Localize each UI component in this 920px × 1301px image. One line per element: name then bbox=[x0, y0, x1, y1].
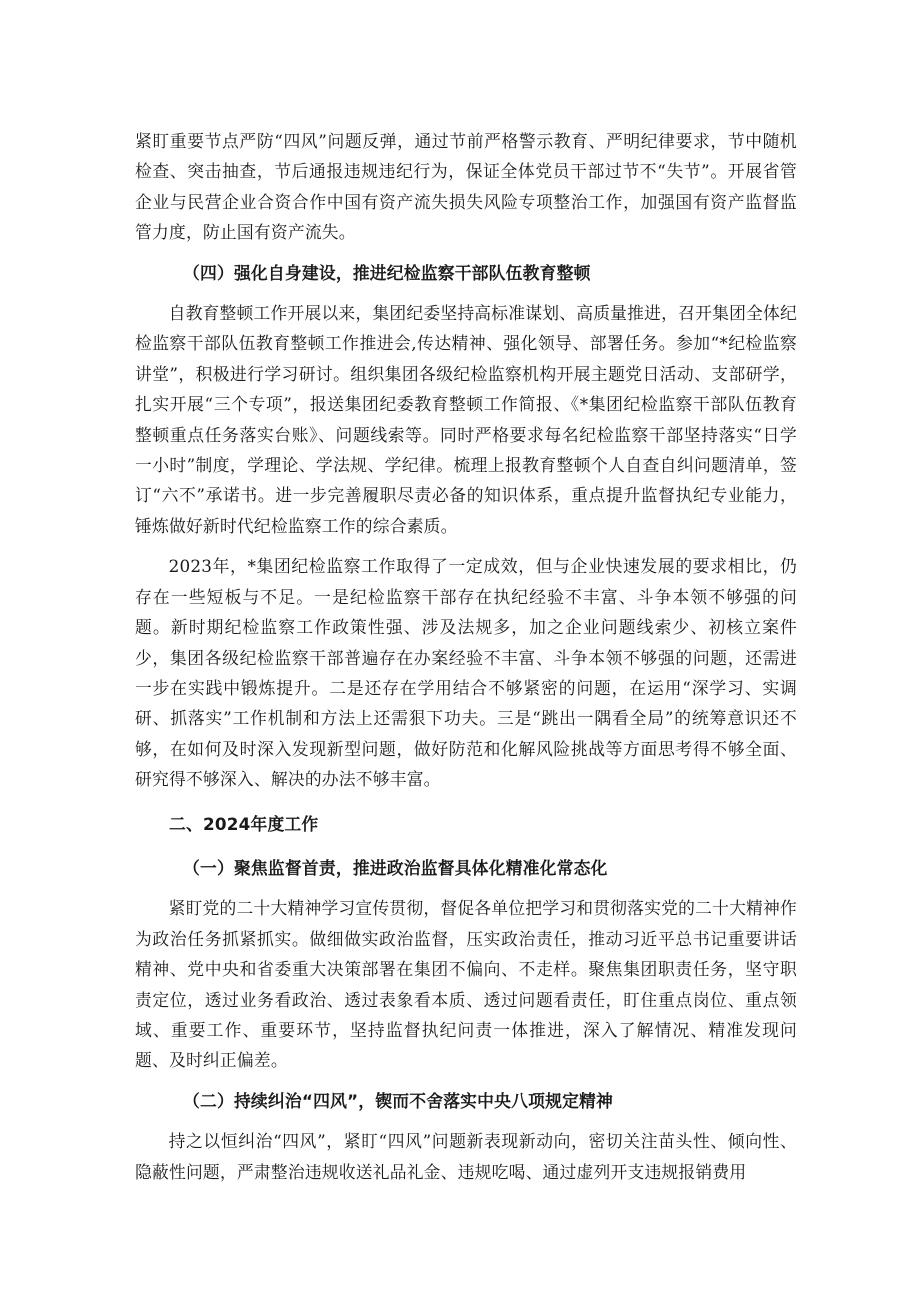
heading-political-supervision: （一）聚焦监督首责，推进政治监督具体化精准化常态化 bbox=[183, 857, 608, 878]
heading-four-styles: （二）持续纠治“四风”，锲而不舍落实中央八项规定精神 bbox=[183, 1090, 614, 1111]
paragraph-holiday-supervision: 紧盯重要节点严防“四风”问题反弹，通过节前严格警示教育、严明纪律要求，节中随机检查、突击抽查，节后通报违规违纪行为，保证全体党员干部过节不“失节”。开展省管企业与民营企业合资合作中国有资产流失损失风险专项整治工作，加强国有资产监督监管力度，防止国有资产流失。 bbox=[135, 131, 797, 243]
paragraph-political-supervision: 紧盯党的二十大精神学习宣传贯彻，督促各单位把学习和贯彻落实党的二十大精神作为政治任务抓紧抓实。做细做实政治监督，压实政治责任，推动习近平总书记重要讲话精神、党中央和省委重大决策部署在集团不偏向、不走样。聚焦集团职责任务，坚守职责定位，透过业务看政治、透过表象看本质、透过问题看责任，盯住重点岗位、重点领域、重要工作、重要环节，坚持监督执纪问责一体推进，深入了解情况、精准发现问题、及时纠正偏差。 bbox=[135, 898, 797, 1071]
paragraph-shortcomings-2023: 2023年，*集团纪检监察工作取得了一定成效，但与企业快速发展的要求相比，仍存在一些短板与不足。一是纪检监察干部存在执纪经验不丰富、斗争本领不够强的问题。新时期纪检监察工作政策性强、涉及法规多，加之企业问题线索少、初核立案件少，集团各级纪检监察干部普遍存在办案经验不丰富、斗争本领不够强的问题，还需进一步在实践中锻炼提升。二是还存在学用结合不够紧密的问题，在运用“深学习、实调研、抓落实”工作机制和方法上还需狠下功夫。三是“跳出一隅看全局”的统筹意识还不够，在如何及时深入发现新型问题，做好防范和化解风险挑战等方面思考得不够全面、研究得不够深入、解决的办法不够丰富。 bbox=[135, 556, 797, 790]
heading-self-building: （四）强化自身建设，推进纪检监察干部队伍教育整顿 bbox=[183, 262, 591, 283]
paragraph-education-rectification: 自教育整顿工作开展以来，集团纪委坚持高标准谋划、高质量推进，召开集团全体纪检监察干部队伍教育整顿工作推进会,传达精神、强化领导、部署任务。参加“*纪检监察讲堂”，积极进行学习研讨。组织集团各级纪检监察机构开展主题党日活动、支部研学，扎实开展“三个专项”，报送集团纪委教育整顿工作简报、《*集团纪检监察干部队伍教育整顿重点任务落实台账》、问题线索等。同时严格要求每名纪检监察干部坚持落实“日学一小时”制度，学理论、学法规、学纪律。梳理上报教育整顿个人自查自纠问题清单，签订“六不”承诺书。进一步完善履职尽责必备的知识体系，重点提升监督执纪专业能力，锤炼做好新时代纪检监察工作的综合素质。 bbox=[135, 303, 797, 536]
heading-2024-work: 二、2024年度工作 bbox=[169, 813, 319, 834]
paragraph-four-styles: 持之以恒纠治“四风”，紧盯“四风”问题新表现新动向，密切关注苗头性、倾向性、隐蔽性问题，严肃整治违规收送礼品礼金、违规吃喝、通过虚列开支违规报销费用 bbox=[135, 1131, 797, 1182]
document-body bbox=[135, 126, 797, 1187]
